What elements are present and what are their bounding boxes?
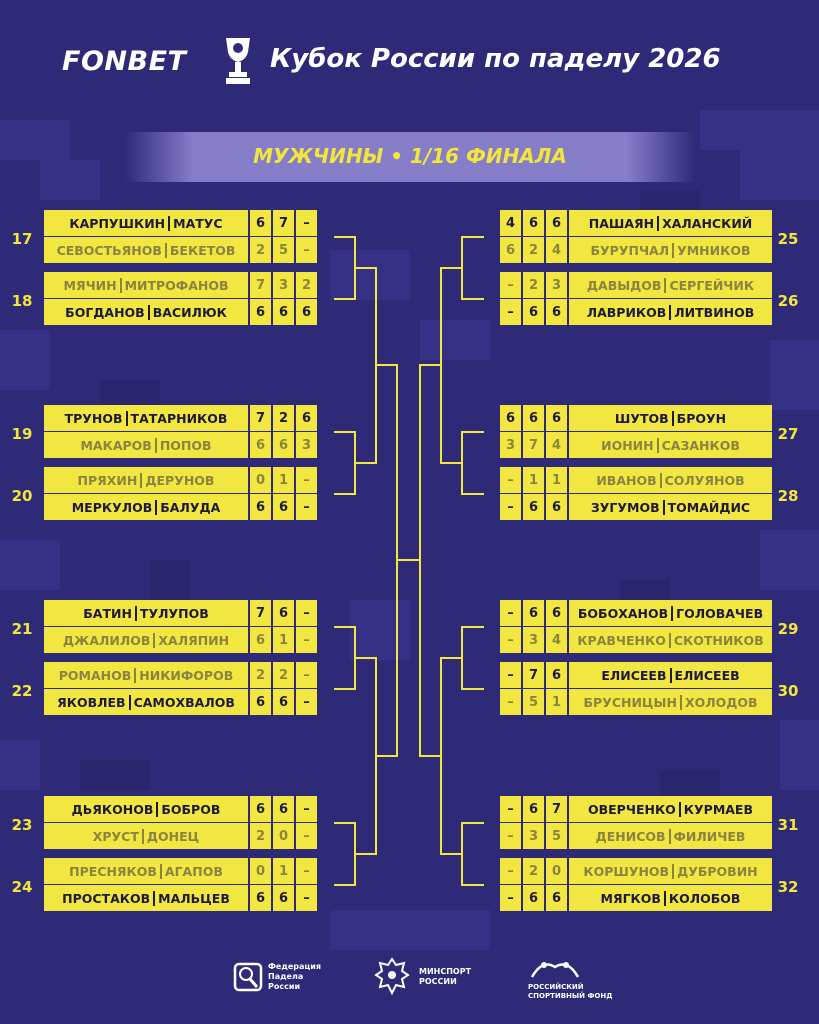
- name-separator: [664, 278, 666, 293]
- ministry-emblem-icon: [372, 955, 412, 999]
- set-score: –: [296, 823, 317, 849]
- player-name: ДУБРОВИН: [677, 863, 758, 879]
- set-score: –: [500, 627, 521, 653]
- player-name: ДЬЯКОНОВ: [71, 801, 154, 817]
- match-number: 30: [777, 682, 799, 700]
- match-number: 23: [11, 816, 33, 834]
- team-row: [0, 237, 819, 263]
- set-score: 2: [273, 405, 294, 431]
- team-names: [569, 823, 772, 849]
- player-name: ХРУСТ: [92, 828, 139, 844]
- set-score: 0: [250, 858, 271, 884]
- match-number: 18: [11, 292, 33, 310]
- player-name: ЕЛИСЕЕВ: [674, 667, 740, 683]
- set-score: 6: [273, 494, 294, 520]
- set-score: 3: [273, 272, 294, 298]
- name-separator: [657, 216, 659, 231]
- set-score: 6: [250, 885, 271, 911]
- sport-fund-logo: [528, 983, 612, 1001]
- player-name: ТАТАРНИКОВ: [130, 410, 228, 426]
- player-name: ТОМАЙДИС: [667, 499, 751, 515]
- team-names: [569, 237, 772, 263]
- player-name: ВАСИЛЮК: [152, 304, 227, 320]
- team-names: [569, 600, 772, 626]
- player-name: ХОЛОДОВ: [684, 694, 758, 710]
- player-name: ТРУНОВ: [64, 410, 123, 426]
- set-score: 7: [523, 432, 544, 458]
- set-score: 6: [273, 689, 294, 715]
- set-score: 2: [523, 272, 544, 298]
- team-row: [0, 405, 819, 431]
- player-name: ПАШАЯН: [588, 215, 655, 231]
- padel-federation-logo-icon: [232, 961, 264, 993]
- set-score: 6: [523, 405, 544, 431]
- set-score: –: [500, 272, 521, 298]
- player-name: ПОПОВ: [159, 437, 212, 453]
- set-score: –: [500, 600, 521, 626]
- set-score: 7: [250, 600, 271, 626]
- set-score: 6: [546, 885, 567, 911]
- player-name: ЛИТВИНОВ: [674, 304, 755, 320]
- player-name: СОЛУЯНОВ: [664, 472, 745, 488]
- name-separator: [664, 891, 666, 906]
- team-names: [569, 432, 772, 458]
- set-score: 6: [296, 405, 317, 431]
- player-name: МИТРОФАНОВ: [124, 277, 229, 293]
- set-score: 6: [250, 210, 271, 236]
- set-score: 6: [546, 299, 567, 325]
- player-name: ДЕНИСОВ: [595, 828, 666, 844]
- team-names: [569, 689, 772, 715]
- set-score: 3: [523, 627, 544, 653]
- team-row: [0, 272, 819, 298]
- player-name: КАРПУШКИН: [69, 215, 166, 231]
- ministry-logo: [419, 967, 471, 987]
- set-score: –: [500, 689, 521, 715]
- set-score: 6: [250, 494, 271, 520]
- player-name: ИВАНОВ: [596, 472, 657, 488]
- player-name: ДАВЫДОВ: [586, 277, 662, 293]
- player-name: БОГДАНОВ: [65, 304, 145, 320]
- set-score: 6: [250, 796, 271, 822]
- team-names: [569, 796, 772, 822]
- set-score: –: [296, 237, 317, 263]
- team-row: [0, 600, 819, 626]
- match-number: 32: [777, 878, 799, 896]
- set-score: 7: [250, 272, 271, 298]
- team-row: [0, 432, 819, 458]
- set-score: 6: [273, 796, 294, 822]
- sport-fund-line-2: СПОРТИВНЫЙ ФОНД: [528, 992, 613, 1000]
- set-score: 6: [250, 689, 271, 715]
- name-separator: [672, 243, 674, 258]
- player-name: КРАВЧЕНКО: [577, 632, 666, 648]
- team-names: [569, 272, 772, 298]
- set-score: –: [296, 689, 317, 715]
- set-score: –: [296, 885, 317, 911]
- match-number: 24: [11, 878, 33, 896]
- name-separator: [672, 411, 674, 426]
- set-score: 5: [523, 689, 544, 715]
- set-score: 6: [523, 796, 544, 822]
- player-name: УМНИКОВ: [677, 242, 751, 258]
- set-score: 3: [500, 432, 521, 458]
- player-name: ШУТОВ: [614, 410, 669, 426]
- team-names: [569, 210, 772, 236]
- match-number: 28: [777, 487, 799, 505]
- match-number: 27: [777, 425, 799, 443]
- team-names: [569, 858, 772, 884]
- set-score: 6: [250, 432, 271, 458]
- name-separator: [672, 864, 674, 879]
- player-name: ГОЛОВАЧЕВ: [676, 605, 764, 621]
- team-names: [569, 494, 772, 520]
- name-separator: [663, 500, 665, 515]
- set-score: 1: [273, 467, 294, 493]
- player-name: ПРОСТАКОВ: [62, 890, 151, 906]
- player-name: БРОУН: [676, 410, 727, 426]
- sport-fund-line-1: РОССИЙСКИЙ: [528, 983, 584, 991]
- set-score: 7: [250, 405, 271, 431]
- set-score: 2: [523, 237, 544, 263]
- set-score: 6: [523, 299, 544, 325]
- player-name: МАКАРОВ: [80, 437, 152, 453]
- player-name: ХАЛЯПИН: [158, 632, 230, 648]
- match-number: 19: [11, 425, 33, 443]
- set-score: –: [500, 858, 521, 884]
- team-names: [569, 662, 772, 688]
- set-score: 6: [523, 885, 544, 911]
- set-score: –: [500, 885, 521, 911]
- set-score: 6: [250, 627, 271, 653]
- set-score: 5: [273, 237, 294, 263]
- set-score: 6: [546, 600, 567, 626]
- match-number: 29: [777, 620, 799, 638]
- player-name: МАТУС: [173, 215, 223, 231]
- set-score: –: [500, 299, 521, 325]
- player-name: КОРШУНОВ: [583, 863, 670, 879]
- padel-federation-line-2: Падела: [268, 972, 304, 981]
- player-name: БОБОХАНОВ: [577, 605, 669, 621]
- match-number: 26: [777, 292, 799, 310]
- player-name: ЯКОВЛЕВ: [57, 694, 126, 710]
- team-row: [0, 627, 819, 653]
- set-score: –: [296, 494, 317, 520]
- set-score: 1: [546, 689, 567, 715]
- set-score: 1: [273, 627, 294, 653]
- team-row: [0, 689, 819, 715]
- player-name: МЕРКУЛОВ: [71, 499, 153, 515]
- player-name: СКОТНИКОВ: [673, 632, 764, 648]
- player-name: НИКИФОРОВ: [139, 667, 234, 683]
- name-separator: [669, 633, 671, 648]
- set-score: –: [296, 600, 317, 626]
- set-score: 6: [546, 210, 567, 236]
- set-score: 6: [546, 494, 567, 520]
- player-name: ДЖАЛИЛОВ: [62, 632, 151, 648]
- player-name: ЗУГУМОВ: [590, 499, 660, 515]
- set-score: 7: [546, 796, 567, 822]
- padel-federation-line-1: Федерация: [268, 962, 322, 971]
- player-name: ХАЛАНСКИЙ: [662, 215, 753, 231]
- match-number: 25: [777, 230, 799, 248]
- set-score: 2: [523, 858, 544, 884]
- team-names: [569, 299, 772, 325]
- set-score: 4: [546, 237, 567, 263]
- team-row: [0, 796, 819, 822]
- set-score: 2: [250, 823, 271, 849]
- team-names: [569, 405, 772, 431]
- player-name: БУРУПЧАЛ: [590, 242, 670, 258]
- match-number: 20: [11, 487, 33, 505]
- set-score: 6: [273, 885, 294, 911]
- set-score: 0: [273, 823, 294, 849]
- name-separator: [679, 802, 681, 817]
- player-name: КУРМАЕВ: [683, 801, 753, 817]
- team-row: [0, 467, 819, 493]
- padel-federation-logo: [268, 962, 321, 992]
- team-names: [569, 467, 772, 493]
- match-number: 22: [11, 682, 33, 700]
- fonbet-logo: FONBET: [62, 46, 187, 77]
- set-score: 6: [523, 600, 544, 626]
- name-separator: [669, 305, 671, 320]
- player-name: ДОНЕЦ: [146, 828, 200, 844]
- player-name: БАЛУДА: [160, 499, 221, 515]
- name-separator: [669, 829, 671, 844]
- team-row: [0, 662, 819, 688]
- match-number: 17: [11, 230, 33, 248]
- set-score: 7: [273, 210, 294, 236]
- team-row: [0, 885, 819, 911]
- set-score: 0: [250, 467, 271, 493]
- player-name: АГАПОВ: [164, 863, 223, 879]
- set-score: 1: [546, 467, 567, 493]
- set-score: –: [296, 858, 317, 884]
- name-separator: [671, 606, 673, 621]
- set-score: –: [500, 494, 521, 520]
- team-names: [569, 627, 772, 653]
- set-score: –: [296, 467, 317, 493]
- player-name: ФИЛИЧЕВ: [673, 828, 746, 844]
- player-name: БОБРОВ: [161, 801, 221, 817]
- player-name: САМОХВАЛОВ: [133, 694, 235, 710]
- set-score: 6: [500, 237, 521, 263]
- player-name: МЯЧИН: [63, 277, 117, 293]
- set-score: –: [296, 210, 317, 236]
- player-name: БАТИН: [83, 605, 132, 621]
- player-name: ОВЕРЧЕНКО: [587, 801, 676, 817]
- player-name: СЕРГЕЙЧИК: [669, 277, 755, 293]
- set-score: 6: [546, 662, 567, 688]
- team-row: [0, 299, 819, 325]
- padel-federation-line-3: России: [268, 982, 301, 991]
- set-score: –: [296, 796, 317, 822]
- set-score: –: [296, 627, 317, 653]
- set-score: 7: [523, 662, 544, 688]
- player-name: ИОНИН: [601, 437, 654, 453]
- set-score: –: [500, 467, 521, 493]
- match-number: 31: [777, 816, 799, 834]
- set-score: 2: [250, 237, 271, 263]
- player-name: ЛАВРИКОВ: [586, 304, 667, 320]
- player-name: МАЛЬЦЕВ: [158, 890, 230, 906]
- set-score: 6: [250, 299, 271, 325]
- set-score: 2: [250, 662, 271, 688]
- player-name: ЕЛИСЕЕВ: [601, 667, 667, 683]
- name-separator: [657, 438, 659, 453]
- player-name: ПРЯХИН: [77, 472, 138, 488]
- name-separator: [670, 668, 672, 683]
- set-score: 6: [500, 405, 521, 431]
- name-separator: [660, 473, 662, 488]
- set-score: 3: [296, 432, 317, 458]
- player-name: РОМАНОВ: [58, 667, 132, 683]
- player-name: СЕВОСТЬЯНОВ: [56, 242, 162, 258]
- set-score: 2: [273, 662, 294, 688]
- set-score: 4: [546, 432, 567, 458]
- player-name: ДЕРУНОВ: [145, 472, 215, 488]
- set-score: 6: [523, 210, 544, 236]
- team-row: [0, 210, 819, 236]
- set-score: 2: [296, 272, 317, 298]
- player-name: ПРЕСНЯКОВ: [69, 863, 157, 879]
- team-names: [569, 885, 772, 911]
- set-score: 3: [546, 272, 567, 298]
- player-name: БЕКЕТОВ: [169, 242, 236, 258]
- set-score: 3: [523, 823, 544, 849]
- set-score: 5: [546, 823, 567, 849]
- set-score: 6: [273, 600, 294, 626]
- set-score: 6: [273, 432, 294, 458]
- set-score: 6: [296, 299, 317, 325]
- set-score: –: [500, 662, 521, 688]
- team-row: [0, 858, 819, 884]
- ministry-line-1: МИНСПОРТ: [419, 967, 472, 976]
- ministry-line-2: РОССИИ: [419, 977, 457, 986]
- team-row: [0, 494, 819, 520]
- set-score: 6: [546, 405, 567, 431]
- set-score: –: [296, 662, 317, 688]
- set-score: –: [500, 796, 521, 822]
- set-score: 1: [273, 858, 294, 884]
- player-name: САЗАНКОВ: [661, 437, 740, 453]
- set-score: 4: [500, 210, 521, 236]
- set-score: 6: [523, 494, 544, 520]
- player-name: ТУЛУПОВ: [139, 605, 209, 621]
- set-score: 0: [546, 858, 567, 884]
- footer: [0, 955, 819, 1015]
- team-row: [0, 823, 819, 849]
- set-score: 1: [523, 467, 544, 493]
- set-score: 4: [546, 627, 567, 653]
- player-name: КОЛОБОВ: [668, 890, 741, 906]
- name-separator: [680, 695, 682, 710]
- banner-text: МУЖЧИНЫ • 1/16 ФИНАЛА: [253, 144, 567, 168]
- set-score: 6: [273, 299, 294, 325]
- player-name: БРУСНИЦЫН: [583, 694, 677, 710]
- match-number: 21: [11, 620, 33, 638]
- player-name: МЯГКОВ: [600, 890, 661, 906]
- page-title: Кубок России по паделу 2026: [270, 44, 721, 74]
- sport-fund-logo-icon: [530, 957, 580, 981]
- set-score: –: [500, 823, 521, 849]
